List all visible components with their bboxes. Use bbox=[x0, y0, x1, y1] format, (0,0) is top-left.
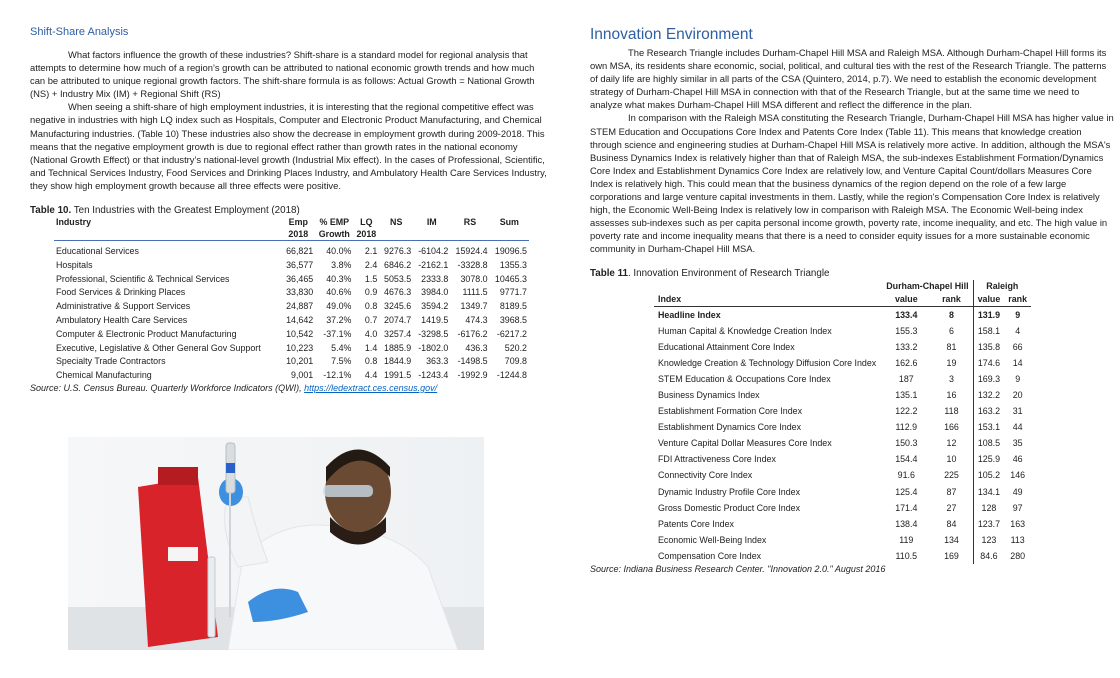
value-cell: 1885.9 bbox=[384, 342, 412, 353]
value-cell: 4676.3 bbox=[384, 287, 412, 298]
value-cell: 3 bbox=[930, 371, 973, 387]
table-row bbox=[54, 300, 529, 314]
value-cell: -1992.9 bbox=[457, 370, 488, 381]
t10-header-lq: LQ bbox=[360, 217, 373, 228]
left-column bbox=[30, 26, 550, 393]
index-name-cell: STEM Education & Occupations Core Index bbox=[658, 373, 831, 384]
table10 bbox=[54, 217, 529, 383]
value-cell: 171.4 bbox=[895, 502, 918, 513]
table10-caption bbox=[30, 205, 550, 216]
index-name-cell: Educational Attainment Core Index bbox=[658, 341, 795, 352]
value-cell: 520.2 bbox=[504, 342, 527, 353]
value-cell: 84 bbox=[930, 516, 973, 532]
value-cell: 35 bbox=[1012, 438, 1023, 449]
table-row bbox=[654, 516, 1031, 532]
industry-cell: Chemical Manufacturing bbox=[56, 370, 152, 381]
value-cell: 225 bbox=[930, 467, 973, 483]
value-cell: 40.0% bbox=[326, 246, 352, 257]
value-cell: 2.4 bbox=[364, 259, 378, 270]
value-cell: 105.2 bbox=[977, 470, 1001, 481]
value-cell: 9 bbox=[1015, 373, 1021, 384]
value-cell: 40.3% bbox=[326, 273, 352, 284]
industry-cell: Food Services & Drinking Places bbox=[56, 287, 186, 298]
table10-source: Source: U.S. Census Bureau. Quarterly Workforce Indicators (QWI), https://ledextract.ces.census.gov/ bbox=[30, 383, 438, 393]
value-cell: 135.1 bbox=[895, 389, 918, 400]
industry-cell: Ambulatory Health Care Services bbox=[56, 315, 188, 326]
value-cell: 19 bbox=[930, 355, 973, 371]
value-cell: 8 bbox=[930, 306, 973, 323]
value-cell: 162.6 bbox=[895, 357, 918, 368]
value-cell: 112.9 bbox=[895, 422, 918, 433]
value-cell: 163.2 bbox=[977, 406, 1001, 417]
table-row bbox=[654, 403, 1031, 419]
table-row bbox=[654, 371, 1031, 387]
industry-cell: Executive, Legislative & Other General Gov Support bbox=[56, 342, 261, 353]
value-cell: 14 bbox=[1012, 357, 1023, 368]
value-cell: 363.3 bbox=[426, 356, 449, 367]
value-cell: 9771.7 bbox=[499, 287, 527, 298]
value-cell: 5.4% bbox=[331, 342, 352, 353]
index-name-cell: Venture Capital Dollar Measures Core Index bbox=[658, 438, 832, 449]
value-cell: 4 bbox=[1015, 325, 1021, 336]
value-cell: 31 bbox=[1012, 406, 1023, 417]
value-cell: 122.2 bbox=[895, 406, 918, 417]
value-cell: 123.7 bbox=[977, 518, 1001, 529]
t10-header-lq-year: 2018 bbox=[353, 229, 379, 241]
value-cell: 3594.2 bbox=[421, 301, 449, 312]
index-name-cell: Establishment Formation Core Index bbox=[658, 406, 803, 417]
index-name-cell: Business Dynamics Index bbox=[658, 389, 760, 400]
value-cell: 10465.3 bbox=[494, 273, 527, 284]
value-cell: 3245.6 bbox=[384, 301, 412, 312]
value-cell: 5053.5 bbox=[384, 273, 412, 284]
value-cell: 163 bbox=[1010, 518, 1026, 529]
value-cell: 134.1 bbox=[977, 486, 1001, 497]
value-cell: 133.2 bbox=[895, 341, 918, 352]
value-cell: 1419.5 bbox=[421, 315, 449, 326]
table-row bbox=[654, 435, 1031, 451]
lab-photo-illustration bbox=[68, 437, 484, 650]
value-cell: 128 bbox=[981, 502, 997, 513]
value-cell: 709.8 bbox=[504, 356, 527, 367]
value-cell: 131.9 bbox=[977, 309, 1001, 320]
value-cell: 154.4 bbox=[895, 454, 918, 465]
value-cell: 66 bbox=[1012, 341, 1023, 352]
value-cell: -1244.8 bbox=[496, 370, 527, 381]
value-cell: 36,465 bbox=[286, 273, 314, 284]
value-cell: 1355.3 bbox=[499, 259, 527, 270]
index-name-cell: Compensation Core Index bbox=[658, 550, 762, 561]
value-cell: 125.9 bbox=[977, 454, 1001, 465]
value-cell: 3078.0 bbox=[460, 273, 488, 284]
table-row bbox=[654, 467, 1031, 483]
t11-header-value-2: value bbox=[973, 293, 1004, 307]
table-row bbox=[54, 355, 529, 369]
industry-cell: Professional, Scientific & Technical Services bbox=[56, 273, 230, 284]
value-cell: 1.5 bbox=[364, 273, 378, 284]
t10-header-emp: Emp bbox=[288, 217, 308, 228]
value-cell: 2.1 bbox=[364, 246, 378, 257]
value-cell: 3257.4 bbox=[384, 328, 412, 339]
value-cell: 97 bbox=[1012, 502, 1023, 513]
t10-header-rs: RS bbox=[463, 217, 477, 228]
index-name-cell: Connectivity Core Index bbox=[658, 470, 753, 481]
table-row bbox=[654, 419, 1031, 435]
value-cell: 166 bbox=[930, 419, 973, 435]
value-cell: 1349.7 bbox=[460, 301, 488, 312]
index-name-cell: Dynamic Industry Profile Core Index bbox=[658, 486, 801, 497]
table-row bbox=[654, 548, 1031, 564]
industry-cell: Educational Services bbox=[56, 246, 139, 257]
table-row bbox=[654, 339, 1031, 355]
t10-header-industry: Industry bbox=[56, 217, 92, 228]
value-cell: 49.0% bbox=[326, 301, 352, 312]
table-row bbox=[54, 273, 529, 287]
source-link[interactable]: https://ledextract.ces.census.gov/ bbox=[304, 383, 438, 393]
value-cell: -6104.2 bbox=[418, 246, 449, 257]
value-cell: 19096.5 bbox=[494, 246, 527, 257]
value-cell: 10,223 bbox=[286, 342, 314, 353]
value-cell: -37.1% bbox=[323, 328, 352, 339]
value-cell: 280 bbox=[1010, 550, 1026, 561]
value-cell: 436.3 bbox=[465, 342, 488, 353]
table11-caption-text: . Innovation Environment of Research Triangle bbox=[627, 267, 830, 279]
value-cell: 474.3 bbox=[465, 315, 488, 326]
value-cell: 3984.0 bbox=[421, 287, 449, 298]
index-name-cell: Human Capital & Knowledge Creation Index bbox=[658, 325, 832, 336]
value-cell: -1243.4 bbox=[418, 370, 449, 381]
value-cell: 1844.9 bbox=[384, 356, 412, 367]
value-cell: 2074.7 bbox=[384, 315, 412, 326]
value-cell: 125.4 bbox=[895, 486, 918, 497]
table-row bbox=[654, 451, 1031, 467]
value-cell: 9 bbox=[1015, 309, 1021, 320]
value-cell: 132.2 bbox=[977, 389, 1001, 400]
value-cell: 37.2% bbox=[326, 315, 352, 326]
safety-glasses bbox=[323, 485, 373, 497]
table10-body bbox=[54, 241, 529, 383]
index-name-cell: Economic Well-Being Index bbox=[658, 534, 767, 545]
industry-cell: Administrative & Support Services bbox=[56, 301, 191, 312]
value-cell: 49 bbox=[1012, 486, 1023, 497]
value-cell: 4.0 bbox=[364, 328, 378, 339]
t10-header-growth: % EMP bbox=[319, 217, 350, 228]
table-row bbox=[54, 369, 529, 383]
value-cell: 10,542 bbox=[286, 328, 314, 339]
value-cell: 6846.2 bbox=[384, 259, 412, 270]
t11-header-rank-2: rank bbox=[1004, 293, 1031, 307]
value-cell: 2333.8 bbox=[421, 273, 449, 284]
value-cell: 10,201 bbox=[286, 356, 314, 367]
value-cell: -1498.5 bbox=[457, 356, 488, 367]
table11 bbox=[654, 280, 1031, 565]
value-cell: 87 bbox=[930, 484, 973, 500]
table-row bbox=[654, 484, 1031, 500]
value-cell: 40.6% bbox=[326, 287, 352, 298]
value-cell: 15924.4 bbox=[455, 246, 488, 257]
value-cell: 4.4 bbox=[364, 370, 378, 381]
innovation-paragraph-1: The Research Triangle includes Durham-Chapel Hill MSA and Raleigh MSA. Although Durham-Chapel Hill forms its own MSA, its residents share economic, social, political, and cultural ties with the rest of the Research Triangle. The patterns of daily life are highly similar in all parts of the CSA (Quintero, 2014, p.7). We need to establish the economic development strategy of Durham-Chapel Hill MSA in connection with that of the Research Triangle, but at the same time we need to analyze what makes Durham-Chapel Hill MSA different and reflect the difference in the plan. bbox=[590, 47, 1107, 111]
value-cell: 169.3 bbox=[977, 373, 1001, 384]
t11-header-index: Index bbox=[654, 293, 882, 307]
value-cell: -3328.8 bbox=[457, 259, 488, 270]
index-name-cell: FDI Attractiveness Core Index bbox=[658, 454, 776, 465]
value-cell: 91.6 bbox=[897, 470, 915, 481]
value-cell: 16 bbox=[930, 387, 973, 403]
value-cell: 24,887 bbox=[286, 301, 314, 312]
value-cell: 33,830 bbox=[286, 287, 314, 298]
value-cell: 66,821 bbox=[286, 246, 314, 257]
table-row bbox=[54, 314, 529, 328]
table11-source: Source: Indiana Business Research Center. "Innovation 2.0." August 2016 bbox=[590, 564, 886, 574]
value-cell: 0.8 bbox=[364, 356, 378, 367]
value-cell: 12 bbox=[930, 435, 973, 451]
t10-header-emp-year: 2018 bbox=[281, 229, 315, 241]
shift-share-heading: Shift-Share Analysis bbox=[30, 26, 129, 38]
right-column bbox=[590, 26, 1114, 574]
t10-header-growth-2: Growth bbox=[315, 229, 353, 241]
table11-body bbox=[654, 306, 1031, 564]
t11-header-rank-1: rank bbox=[930, 293, 973, 307]
value-cell: -3298.5 bbox=[418, 328, 449, 339]
value-cell: 1.4 bbox=[364, 342, 378, 353]
table10-caption-label: Table 10. bbox=[30, 205, 72, 217]
table-row bbox=[654, 355, 1031, 371]
value-cell: 134 bbox=[930, 532, 973, 548]
industry-cell: Hospitals bbox=[56, 259, 93, 270]
value-cell: 81 bbox=[930, 339, 973, 355]
t11-group-durham: Durham-Chapel Hill bbox=[882, 280, 973, 293]
table-row bbox=[54, 259, 529, 273]
industry-cell: Computer & Electronic Product Manufacturing bbox=[56, 328, 237, 339]
value-cell: 138.4 bbox=[895, 518, 918, 529]
value-cell: 187 bbox=[898, 373, 914, 384]
t10-header-sum: Sum bbox=[499, 217, 519, 228]
value-cell: 46 bbox=[1012, 454, 1023, 465]
table-row bbox=[54, 328, 529, 342]
value-cell: 7.5% bbox=[331, 356, 352, 367]
table-row bbox=[54, 342, 529, 356]
innovation-heading: Innovation Environment bbox=[590, 26, 753, 43]
industry-cell: Specialty Trade Contractors bbox=[56, 356, 166, 367]
table-row bbox=[654, 532, 1031, 548]
value-cell: 135.8 bbox=[977, 341, 1001, 352]
value-cell: 0.8 bbox=[364, 301, 378, 312]
value-cell: 9276.3 bbox=[384, 246, 412, 257]
table-row bbox=[54, 241, 529, 259]
table-row bbox=[654, 387, 1031, 403]
value-cell: 123 bbox=[981, 534, 997, 545]
shift-share-paragraph-2: When seeing a shift-share of high employment industries, it is interesting that the regional competitive effect was negative in industries with high LQ index such as Hospitals, Computer and Electronic Product Manufacturing, and Chemical Manufacturing industries. (Table 10) These industries also show the decrease in employment growth during 2009-2018. This means that the negative employment growth is due to regional effect rather than growth rates in the national economy (National Growth Effect) or that industry’s national-level growth (Industrial Mix effect). In the cases of Professional, Scientific, and Technical Services Industry, Food Services and Drinking Places Industry, and Ambulatory Health Care Services Industry, they show high employment growth because all three effects were positive. bbox=[30, 101, 547, 191]
value-cell: 3.8% bbox=[331, 259, 352, 270]
table11-caption-label: Table 11 bbox=[590, 267, 628, 279]
value-cell: 3968.5 bbox=[499, 315, 527, 326]
value-cell: 0.9 bbox=[364, 287, 378, 298]
value-cell: 158.1 bbox=[977, 325, 1001, 336]
value-cell: 174.6 bbox=[977, 357, 1001, 368]
table-row bbox=[54, 286, 529, 300]
table-row bbox=[654, 306, 1031, 323]
value-cell: 118 bbox=[930, 403, 973, 419]
value-cell: 6 bbox=[930, 323, 973, 339]
t10-header-im: IM bbox=[426, 217, 437, 228]
index-name-cell: Headline Index bbox=[658, 309, 721, 320]
value-cell: 10 bbox=[930, 451, 973, 467]
t10-header-ns: NS bbox=[390, 217, 403, 228]
value-cell: 153.1 bbox=[977, 422, 1001, 433]
value-cell: -6217.2 bbox=[496, 328, 527, 339]
table11-caption bbox=[590, 268, 1114, 279]
t11-group-raleigh: Raleigh bbox=[986, 280, 1019, 291]
value-cell: 146 bbox=[1010, 470, 1026, 481]
value-cell: 14,642 bbox=[286, 315, 314, 326]
index-name-cell: Patents Core Index bbox=[658, 518, 734, 529]
table-row bbox=[654, 500, 1031, 516]
index-name-cell: Gross Domestic Product Core Index bbox=[658, 502, 801, 513]
shift-share-paragraph-1: What factors influence the growth of these industries? Shift-share is a standard model for regional analysis that attempts to determine how much of a region’s growth can be attributed to national economic growth trends and how much can be attributed to unique regional growth factors. The shift-share formula is as follows: Actual Growth = National Growth (NS) + Industry Mix (IM) + Regional Shift (RS) bbox=[30, 49, 535, 100]
value-cell: -1802.0 bbox=[418, 342, 449, 353]
value-cell: 1991.5 bbox=[384, 370, 412, 381]
value-cell: 110.5 bbox=[895, 550, 918, 561]
value-cell: 44 bbox=[1012, 422, 1023, 433]
value-cell: 36,577 bbox=[286, 259, 314, 270]
index-name-cell: Establishment Dynamics Core Index bbox=[658, 422, 802, 433]
value-cell: 150.3 bbox=[895, 438, 918, 449]
index-name-cell: Knowledge Creation & Technology Diffusion Core Index bbox=[658, 357, 877, 368]
value-cell: 27 bbox=[930, 500, 973, 516]
table10-caption-text: Ten Industries with the Greatest Employment (2018) bbox=[71, 205, 300, 217]
value-cell: 119 bbox=[899, 534, 914, 545]
value-cell: 169 bbox=[930, 548, 973, 564]
value-cell: 20 bbox=[1012, 389, 1023, 400]
value-cell: 84.6 bbox=[980, 550, 998, 561]
value-cell: 133.4 bbox=[895, 309, 918, 320]
innovation-paragraph-2: In comparison with the Raleigh MSA constituting the Research Triangle, Durham-Chapel Hill MSA has higher value in STEM Education and Occupations Core Index and Patents Core Index (Table 11). This means that knowledge creation through science and engineering studies at Durham-Chapel Hill MSA is relatively more active. In addition, although the MSA's Business Dynamics Index is relatively higher than that of Raleigh MSA, the sub-indexes Establishment Formation/Dynamics Core Index and Establishment Dynamics Core Index are relatively low, and Venture Capital Count/dollars Measures Core Index is relatively high. This could mean that the business dynamics of the region depend on the role of a few large corporations and large venture capital investments in them. Lastly, while the region's Compensation Core Index is relatively high, the Economic Well-Being Index is relatively low in comparison with Raleigh MSA. The Economic Well-being index assesses sub-indexes such as per capita personal income growth, poverty rate, income inequality, and etc. The high value in poverty rate and income inequality means that there is a need to consider equity issues for a more sustainable economic community in Durham-Chapel Hill MSA. bbox=[590, 112, 1114, 255]
value-cell: 9,001 bbox=[291, 370, 314, 381]
value-cell: -12.1% bbox=[323, 370, 352, 381]
table-row bbox=[654, 323, 1031, 339]
value-cell: 113 bbox=[1010, 534, 1025, 545]
value-cell: 155.3 bbox=[895, 325, 918, 336]
value-cell: 8189.5 bbox=[499, 301, 527, 312]
value-cell: 108.5 bbox=[977, 438, 1001, 449]
value-cell: -2162.1 bbox=[418, 259, 449, 270]
value-cell: 1111.5 bbox=[462, 287, 488, 298]
t11-header-value-1: value bbox=[882, 293, 930, 307]
lab-scientist-photo bbox=[68, 437, 484, 650]
value-cell: -6176.2 bbox=[457, 328, 488, 339]
value-cell: 0.7 bbox=[364, 315, 378, 326]
